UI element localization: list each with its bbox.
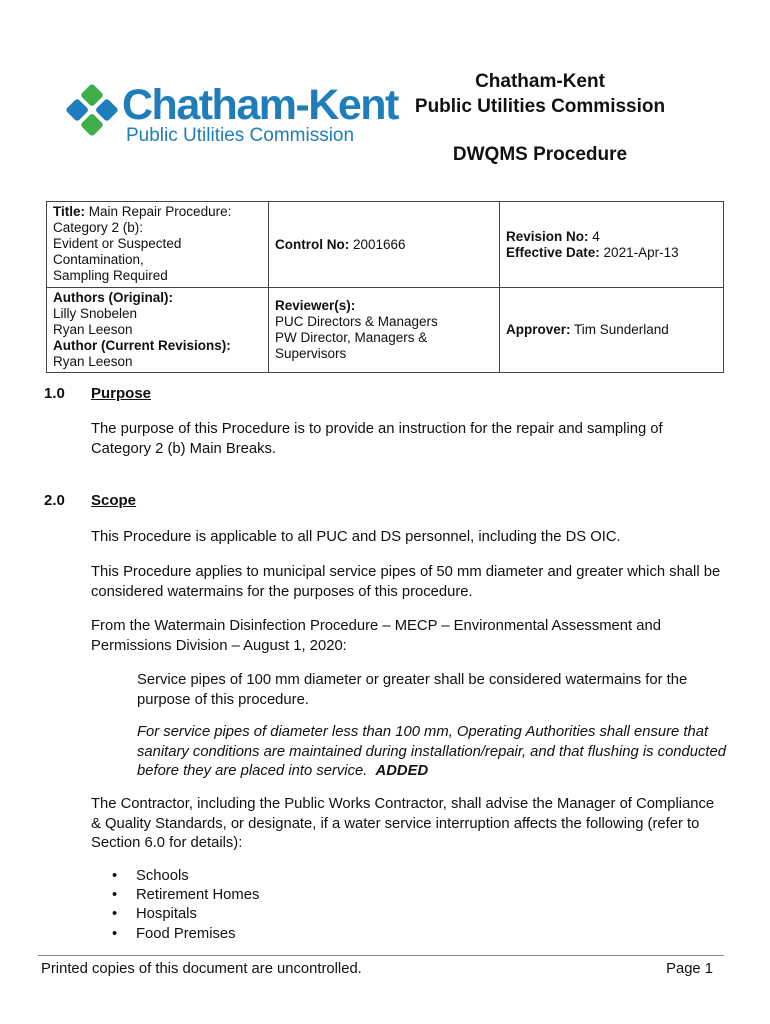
scope-paragraph: This Procedure is applicable to all PUC and DS personnel, including the DS OIC. bbox=[91, 529, 621, 545]
purpose-number: 1.0 bbox=[44, 385, 65, 402]
title-value: Main Repair Procedure: bbox=[85, 204, 232, 219]
scope-paragraph: This Procedure applies to municipal service pipes of 50 mm diameter and greater which shall be considered watermains for the purposes of this procedure. bbox=[91, 564, 721, 600]
author-current-label: Author (Current Revisions): bbox=[53, 338, 231, 353]
logo-subtitle: Public Utilities Commission bbox=[126, 125, 355, 146]
footer-note: Printed copies of this document are uncontrolled. bbox=[41, 961, 362, 977]
reviewer: Supervisors bbox=[275, 346, 347, 361]
list-item: • Schools bbox=[108, 867, 508, 886]
control-label: Control No: bbox=[275, 236, 350, 252]
title-cell bbox=[47, 202, 269, 288]
authors-cell bbox=[47, 288, 269, 373]
author-current-name: Ryan Leeson bbox=[53, 354, 133, 369]
doc-type: DWQMS Procedure bbox=[452, 144, 628, 165]
approver-cell bbox=[500, 288, 724, 373]
reviewers-label: Reviewer(s): bbox=[275, 298, 356, 313]
purpose-text: The purpose of this Procedure is to provide an instruction for the repair and sampling of Category 2 (b) Main Breaks. bbox=[91, 421, 663, 457]
reviewers-cell bbox=[269, 288, 500, 373]
reviewer: PUC Directors & Managers bbox=[275, 314, 438, 329]
scope-quote-text: For service pipes of diameter less than 100 mm, Operating Authorities shall ensure that sanitary conditions are maintained during installation/repair, and that flushing is conducted before they are placed into service. bbox=[137, 724, 726, 779]
approver-label: Approver: bbox=[506, 322, 571, 337]
logo-diamond-icon bbox=[62, 80, 122, 140]
org-subtitle: Public Utilities Commission bbox=[414, 96, 666, 117]
revision-label: Revision No: bbox=[506, 228, 589, 244]
revision-value: 4 bbox=[588, 228, 600, 244]
footer-divider bbox=[38, 955, 724, 956]
effective-date-label: Effective Date: bbox=[506, 244, 600, 260]
author-name: Lilly Snobelen bbox=[53, 306, 138, 321]
scope-paragraph: From the Watermain Disinfection Procedure – MECP – Environmental Assessment and Permissions Division – August 1, 2020: bbox=[91, 618, 661, 654]
title-line: Evident or Suspected bbox=[53, 236, 182, 251]
control-cell bbox=[269, 202, 500, 288]
metadata-table bbox=[46, 201, 724, 373]
title-line: Sampling Required bbox=[53, 268, 168, 283]
authors-label: Authors (Original): bbox=[53, 290, 173, 305]
scope-quote: Service pipes of 100 mm diameter or greater shall be considered watermains for the purpose of this procedure. bbox=[137, 672, 688, 708]
control-value: 2001666 bbox=[349, 236, 406, 252]
page-number: Page 1 bbox=[666, 961, 713, 977]
scope-paragraph: The Contractor, including the Public Works Contractor, shall advise the Manager of Compliance & Quality Standards, or designate, if a water service interruption affects the following (refer to Section 6.0 for details): bbox=[91, 796, 715, 851]
effective-date-value: 2021-Apr-13 bbox=[599, 244, 679, 260]
reviewer: PW Director, Managers & bbox=[275, 330, 428, 345]
author-name: Ryan Leeson bbox=[53, 322, 133, 337]
revision-cell bbox=[500, 202, 724, 288]
list-item: • Hospitals bbox=[108, 905, 508, 924]
scope-quote-italic bbox=[137, 723, 727, 782]
org-name: Chatham-Kent bbox=[475, 71, 605, 92]
added-marker: ADDED bbox=[375, 763, 429, 779]
list-item: • Food Premises bbox=[108, 925, 508, 944]
title-label: Title: bbox=[53, 204, 86, 219]
affected-facilities-list bbox=[108, 867, 508, 944]
logo bbox=[62, 78, 398, 150]
title-line: Category 2 (b): bbox=[53, 220, 144, 235]
approver-value: Tim Sunderland bbox=[570, 322, 669, 337]
scope-heading: Scope bbox=[91, 492, 137, 509]
purpose-heading: Purpose bbox=[91, 385, 152, 402]
title-line: Contamination, bbox=[53, 252, 144, 267]
logo-name: Chatham-Kent bbox=[122, 81, 398, 129]
list-item: • Retirement Homes bbox=[108, 886, 508, 905]
scope-number: 2.0 bbox=[44, 492, 65, 509]
